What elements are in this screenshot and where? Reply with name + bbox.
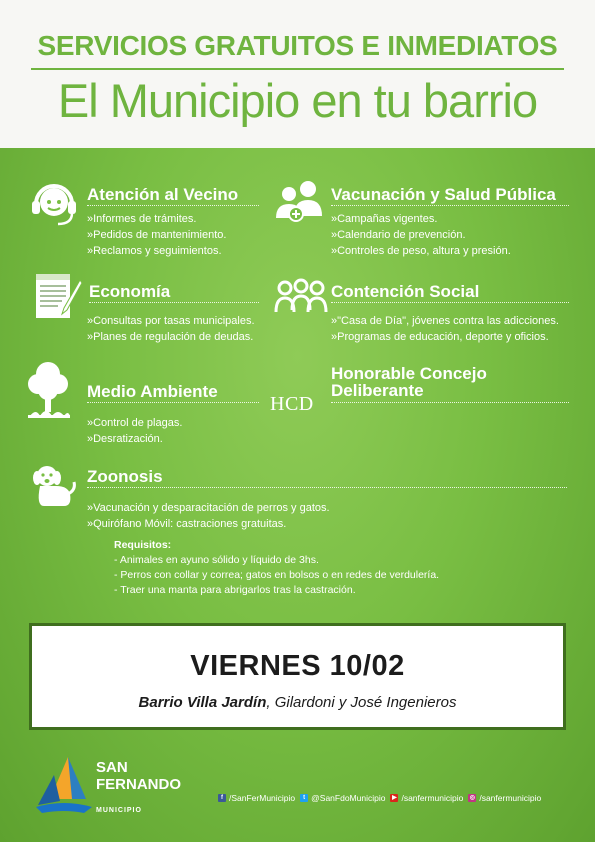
service-items: [87, 500, 330, 532]
instagram-handle: /sanfermunicipio: [479, 793, 542, 803]
event-date: VIERNES 10/02: [190, 650, 405, 682]
list-item: »Reclamos y seguimientos.: [87, 245, 222, 257]
twitter-link[interactable]: [300, 793, 385, 803]
service-title: Contención Social: [331, 282, 480, 301]
divider: [87, 205, 259, 206]
logo-text: [96, 759, 181, 793]
service-items: [331, 211, 511, 259]
facebook-handle: /SanFerMunicipio: [229, 793, 296, 803]
service-title: Honorable Concejo: [331, 364, 487, 383]
san-fernando-logo: [34, 755, 194, 820]
event-place-address: , Gilardoni y José Ingenieros: [266, 694, 457, 711]
tree-icon: [26, 360, 72, 420]
list-item: »Campañas vigentes.: [331, 213, 438, 225]
divider: [331, 205, 569, 206]
social-links: [218, 793, 546, 803]
requisitos: [114, 538, 439, 598]
health-staff-icon: [274, 178, 326, 226]
requisitos-title: Requisitos:: [114, 539, 172, 551]
list-item: - Animales en ayuno sólido y líquido de 3hs.: [114, 554, 319, 566]
list-item: »Desratización.: [87, 433, 163, 445]
youtube-handle: /sanfermunicipio: [401, 793, 464, 803]
event-banner-inner: [36, 630, 559, 723]
service-items: [331, 313, 559, 345]
list-item: »Control de plagas.: [87, 417, 183, 429]
divider: [89, 302, 259, 303]
header: [0, 0, 595, 148]
list-item: »Quirófano Móvil: castraciones gratuitas.: [87, 518, 287, 530]
list-item: - Perros con collar y correa; gatos en bolsos o en redes de verdulería.: [114, 569, 440, 581]
instagram-link[interactable]: [468, 793, 541, 803]
youtube-icon: ▶: [392, 795, 397, 801]
event-place: [36, 694, 559, 711]
list-item: »Consultas por tasas municipales.: [87, 315, 255, 327]
header-top-title: SERVICIOS GRATUITOS E INMEDIATOS: [37, 30, 558, 61]
service-items: [87, 313, 255, 345]
headset-icon: [28, 180, 80, 230]
header-divider: [31, 68, 564, 70]
logo-line-1: SAN: [96, 759, 128, 776]
divider: [331, 302, 569, 303]
twitter-icon: t: [300, 794, 308, 802]
service-title: Atención al Vecino: [87, 185, 239, 204]
instagram-icon: ◎: [469, 795, 475, 801]
service-title: Economía: [89, 282, 171, 301]
list-item: »Programas de educación, deporte y oficios.: [331, 331, 549, 343]
list-item: »Calendario de prevención.: [331, 229, 466, 241]
dog-icon: [30, 462, 78, 510]
people-group-icon: [274, 278, 328, 318]
list-item: - Traer una manta para abrigarlos tras la castración.: [114, 584, 356, 596]
document-pen-icon: [34, 272, 84, 320]
list-item: »Controles de peso, altura y presión.: [331, 245, 511, 257]
hcd-logo: HCD: [270, 393, 314, 415]
twitter-handle: @SanFdoMunicipio: [311, 793, 386, 803]
service-items: [87, 415, 182, 447]
event-banner: [29, 623, 566, 730]
list-item: »Planes de regulación de deudas.: [87, 331, 254, 343]
youtube-link[interactable]: [390, 793, 463, 803]
service-title: Deliberante: [331, 381, 424, 400]
service-items: [87, 211, 226, 259]
logo-line-2: FERNANDO: [96, 776, 181, 793]
facebook-icon: f: [218, 794, 226, 802]
divider: [331, 402, 569, 403]
facebook-link[interactable]: [218, 793, 295, 803]
list-item: »"Casa de Día", jóvenes contra las adicciones.: [331, 315, 559, 327]
service-title: Vacunación y Salud Pública: [331, 185, 556, 204]
divider: [87, 402, 259, 403]
list-item: »Pedidos de mantenimiento.: [87, 229, 227, 241]
header-main-title: El Municipio en tu barrio: [57, 74, 538, 127]
logo-subtitle: MUNICIPIO: [96, 807, 142, 814]
sailboat-logo-icon: [34, 755, 94, 819]
event-place-name: Barrio Villa Jardín: [138, 694, 267, 711]
divider: [87, 487, 567, 488]
service-title: Zoonosis: [87, 467, 163, 486]
list-item: »Vacunación y desparacitación de perros y gatos.: [87, 502, 330, 514]
list-item: »Informes de trámites.: [87, 213, 197, 225]
service-title: Medio Ambiente: [87, 382, 218, 401]
